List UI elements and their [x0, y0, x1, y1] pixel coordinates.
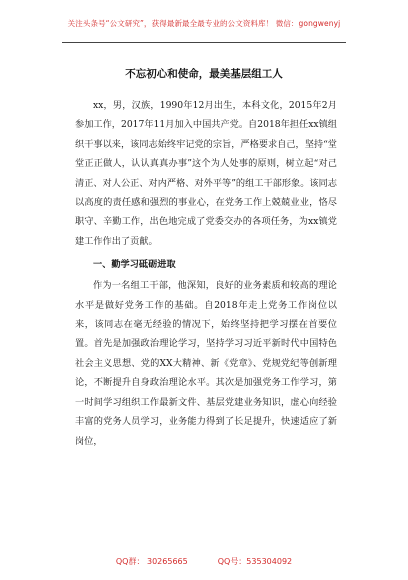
document-title: 不忘初心和使命，最美基层组工人 — [125, 68, 283, 80]
qq-group-text: QQ群： 30265665 — [115, 557, 188, 566]
header-divider — [62, 42, 346, 43]
intro-paragraph: xx，男，汉族，1990年12月出生，本科文化，2015年2月参加工作，2017年11月加入中国共产党。自2018年担任xx镇组织干事以来，该同志始终牢记党的宗旨，严格要求自己，坚持“堂堂正正做人，认认真真办事”这个为人处事的原则，树立起“对己清正、对人公正、对内严格、对外平等”的组工干部形象。该同志以高度的责任感和强烈的事业心，在党务工作上兢兢业业，恪尽职守、辛勤工作，出色地完成了党委交办的各项任务，为xx镇党建工作作出了贡献。 — [75, 100, 337, 247]
section-paragraph: 作为一名组工干部，他深知，良好的业务素质和较高的理论水平是做好党务工作的基础。自2018年走上党务工作岗位以来，该同志在毫无经验的情况下，始终坚持把学习摆在首要位置。首先是加强政治理论学习，坚持学习习近平新时代中国特色社会主义思想、党的XX大精神、新《党章》、党规党纪等创新理论，不断提升自身政治理论水平。其次是加强党务工作学习，第一时间学习组织工作最新文件、基层党建业务知识，虚心向经验丰富的党务人员学习，业务能力得到了长足提升，快速适应了新岗位， — [75, 280, 337, 447]
section-heading: 一、勤学习砥砺进取 — [93, 259, 176, 271]
promo-header: 关注头条号“公文研究”，获得最新最全最专业的公文资料库！ 微信：gongwenyj — [67, 19, 341, 28]
qq-number-text: QQ号：535304092 — [217, 557, 293, 566]
document-body — [75, 96, 337, 451]
contact-footer — [0, 556, 408, 567]
